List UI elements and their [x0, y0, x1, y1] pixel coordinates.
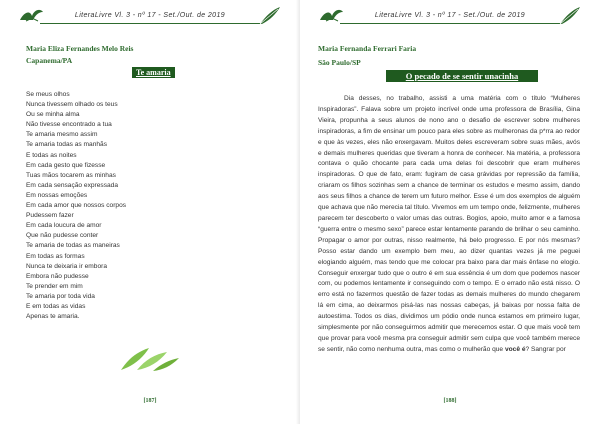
- header-rule: [340, 23, 560, 24]
- article-paragraph: [318, 94, 580, 356]
- article-text: Dia desses, no trabalho, assisti a uma matéria com o título “Mulheres Inspiradoras”. Falava sobre um projeto incrível onde uma professora de Brasília, Gina Vieira, propunha a seus alunos de nono ano o desafio de escrever sobre mulheres inspiradoras, a fim de ensinar um pouco para eles sobre as mulheronas da p*rra ao redor e que às vezes, eles não enxergavam. Muitos deles escreveram sobre suas mães, avós e demais mulheres queridas que tiveram a honra de conhecer. Na matéria, a professora contava o quão chocante para cada uma delas foi descobrir que eram mulheres inspiradoras. O que de fato, eram: fugiram de casa grávidas por repressão da família, criaram os filhos sozinhas sem a chance de terminar os estudos e mesmo assim, dando aos seus filhos a chance de terem um futuro melhor. Esse é um dos exemplos de alguém que achava que não merecia tal título. Vivemos em um tempo onde, felizmente, mulheres parecem ter descoberto o valor umas das outras. Bogios, apoio, muito amor e a famosa “guerra entre o mesmo sexo” parece estar lentamente parando de brilhar o seu caminho. Propagar o amor por outras, nisso realmente, há belo progresso. E por nós mesmas? Posso estar dando um exemplo bem meu, ao dizer quantas vezes já me peguei elogiando alguém, mas tendo que me colocar pra baixo para dar mais ênfase no elogio. Conseguir enxergar tudo que o outro é em sua essência é um dom que podemos nascer com, ou podemos lentamente ir conseguindo com o tempo. E o errado não está nisso. O erro está no fazermos questão de fazer todas as demais mulheres do mundo chegarem lá em cima, ao deixarmos pisá-las nas nossas cabeças, já baixas por nossa falta de autoestima. Todos os dias, dividimos um pódio onde nunca estamos em primeiro lugar, simplesmente por não conseguirmos admitir que merecemos estar. O que mais você tem que provar para você mesma pra conseguir admitir sem culpa que você também merece se sentir, não como nenhuma outra, mas como o mulherão que: [318, 95, 580, 353]
- feather-pen-icon: [556, 6, 582, 26]
- article-text-end: ? Sangrar por: [525, 345, 566, 353]
- poem-line: Apenas te amaria.: [26, 313, 80, 321]
- poem-line: Que não pudesse conter: [26, 232, 99, 240]
- page-header: [318, 6, 582, 28]
- poem-line: Te amaria todas as manhãs: [26, 141, 107, 149]
- poem-line: Tuas mãos tocarem as minhas: [26, 171, 116, 179]
- poem-line: Em cada amor que nossos corpos: [26, 202, 127, 210]
- page-number: [187]: [143, 398, 157, 404]
- poem-line: Ou se minha alma: [26, 111, 80, 119]
- poem-line: Em nossas emoções: [26, 191, 88, 199]
- poem-line: Em cada loucura de amor: [26, 222, 102, 230]
- poem-line: Te amaria mesmo assim: [26, 131, 98, 139]
- poem-line: Te amaria de todas as maneiras: [26, 242, 120, 250]
- poem-line: E todas as noites: [26, 151, 77, 159]
- poem-line: Em todas as formas: [26, 252, 85, 260]
- page-header: [18, 6, 282, 28]
- poem-line: Pudessem fazer: [26, 212, 74, 220]
- feather-pen-icon: [256, 6, 282, 26]
- author-place: São Paulo/SP: [318, 58, 361, 67]
- right-page: [300, 0, 600, 424]
- poem-line: Te prender em mim: [26, 282, 83, 290]
- poem-line: Se meus olhos: [26, 91, 70, 98]
- poem-title: Te amaria: [132, 67, 175, 78]
- poem-line: Em cada gesto que fizesse: [26, 161, 106, 169]
- header-text: LiteraLivre Vl. 3 - nº 17 - Set./Out. de 2019: [374, 12, 526, 19]
- header-rule: [40, 23, 260, 24]
- header-text: LiteraLivre Vl. 3 - nº 17 - Set./Out. de 2019: [74, 12, 226, 19]
- poem-line: Nunca te deixaria ir embora: [26, 262, 107, 270]
- poem-line: Nunca tivessem olhado os teus: [26, 101, 118, 109]
- article-bold-text: você é: [504, 345, 526, 353]
- leaf-ornament-icon: [115, 346, 181, 372]
- poem-line: Te amaria por toda vida: [26, 292, 95, 300]
- poem-line: E em todas as vidas: [26, 302, 86, 310]
- page-number: [188]: [443, 398, 457, 404]
- author-place: Capanema/PA: [26, 56, 73, 65]
- article-body: [318, 94, 580, 356]
- poem-body: [26, 90, 276, 322]
- poem-line: Embora não pudesse: [26, 272, 89, 280]
- poem-line: Não tivesse encontrado a tua: [26, 121, 112, 129]
- poem-line: Em cada sensação expressada: [26, 181, 119, 189]
- article-title: O pecado de se sentir unacinha: [386, 70, 538, 82]
- author-name: Maria Eliza Fernandes Melo Reis: [26, 44, 134, 53]
- author-name: Maria Fernanda Ferrari Faria: [318, 44, 417, 53]
